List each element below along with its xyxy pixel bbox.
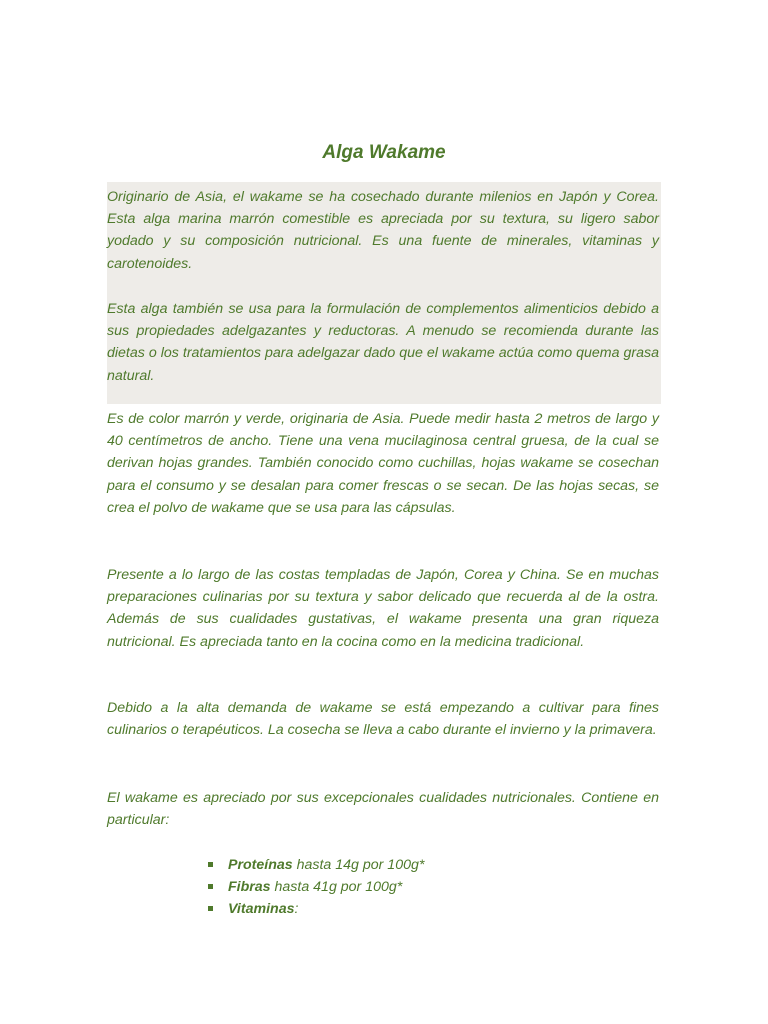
nutrient-term: Proteínas [228,857,293,873]
nutrient-term: Vitaminas [228,901,295,917]
paragraph-habitat: Presente a lo largo de las costas templadas de Japón, Corea y China. Se en muchas preparaciones culinarias por su textura y sabor delicado que recuerda al de la ostra. Además de sus cualidades gustativas, el wakame presenta una gran riqueza nutricional. Es apreciada tanto en la cocina como en la medicina tradicional. [107,567,659,650]
paragraph-cultivation: Debido a la alta demanda de wakame se está empezando a cultivar para fines culinarios o terapéuticos. La cosecha se lleva a cabo durante el invierno y la primavera. [107,700,659,739]
nutrient-term: Fibras [228,879,271,895]
paragraph-supplements: Esta alga también se usa para la formulación de complementos alimenticios debido a sus propiedades adelgazantes y reductoras. A menudo se recomienda durante las dietas o los tratamientos para adelgazar dado que el wakame actúa como quema grasa natural. [107,301,659,384]
square-bullet-icon [208,906,213,911]
nutrient-detail: : [294,901,299,917]
nutrient-list [208,854,424,920]
paragraph-nutrition-intro: El wakame es apreciado por sus excepcionales cualidades nutricionales. Contiene en particular: [107,790,659,829]
list-item [208,898,424,920]
nutrient-detail: hasta 14g por 100g* [292,857,425,873]
list-item [208,876,424,898]
list-item [208,854,424,876]
square-bullet-icon [208,884,213,889]
paragraph-description: Es de color marrón y verde, originaria de Asia. Puede medir hasta 2 metros de largo y 40 centímetros de ancho. Tiene una vena mucilaginosa central gruesa, de la cual se derivan hojas grandes. También conocido como cuchillas, hojas wakame se cosechan para el consumo y se desalan para comer frescas o se secan. De las hojas secas, se crea el polvo de wakame que se usa para las cápsulas. [107,411,659,516]
paragraph-origin: Originario de Asia, el wakame se ha cosechado durante milenios en Japón y Corea. Esta alga marina marrón comestible es apreciada por su textura, su ligero sabor yodado y su composición nutricional. Es una fuente de minerales, vitaminas y carotenoides. [107,189,659,272]
document-title: Alga Wakame [322,142,446,163]
square-bullet-icon [208,862,213,867]
nutrient-detail: hasta 41g por 100g* [270,879,403,895]
